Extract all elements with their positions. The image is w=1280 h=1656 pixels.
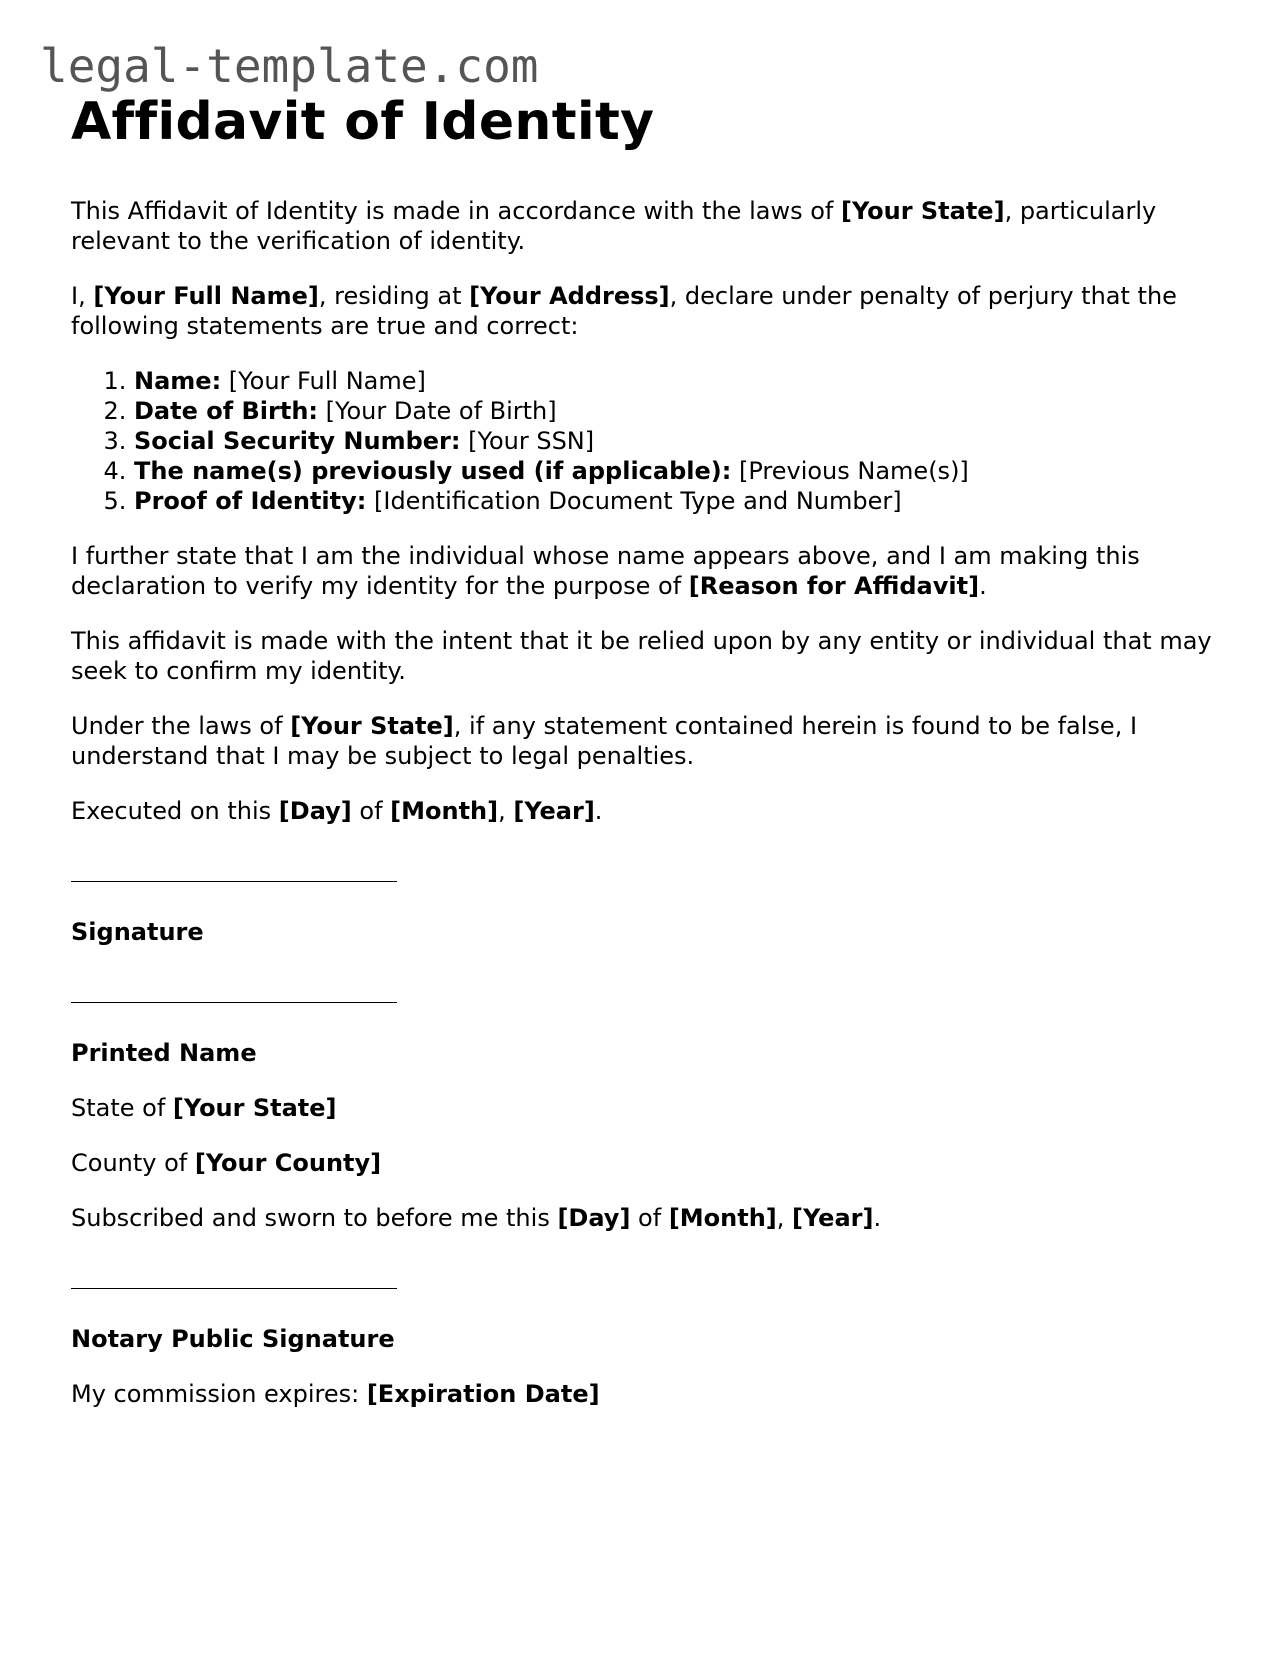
declaration-paragraph [71,281,1221,341]
penalty-state-placeholder: [Your State] [290,712,454,740]
commission-text: My commission expires: [71,1380,367,1408]
executed-paragraph [71,796,1221,826]
document-title: Affidavit of Identity [71,92,655,152]
list-item-value: [Previous Name(s)] [731,457,969,485]
state-of-text: State of [71,1094,173,1122]
declaration-name-placeholder: [Your Full Name] [93,282,319,310]
subscribed-month-placeholder: [Month] [668,1204,777,1232]
penalty-text-1: Under the laws of [71,712,291,740]
list-item [134,456,1221,486]
county-of-line [71,1148,1221,1178]
state-of-line [71,1093,1221,1123]
statement-list [71,366,1221,516]
list-item [134,396,1221,426]
intro-text-1: This Affidavit of Identity is made in accordance with the laws of [71,197,841,225]
printed-name-line [71,1002,397,1003]
executed-text-4: . [594,797,603,825]
commission-line [71,1379,1221,1409]
declaration-address-placeholder: [Your Address] [469,282,670,310]
subscribed-year-placeholder: [Year] [792,1204,874,1232]
state-of-placeholder: [Your State] [172,1094,337,1122]
notary-signature-line [71,1288,397,1289]
subscribed-text-2: of [630,1204,669,1232]
list-item-value: [Identification Document Type and Number] [366,487,902,515]
reason-placeholder: [Reason for Affidavit] [688,572,980,600]
subscribed-day-placeholder: [Day] [557,1204,631,1232]
document [71,88,1221,1434]
subscribed-text-4: . [873,1204,882,1232]
executed-month-placeholder: [Month] [390,797,499,825]
penalty-text-2: , if any statement contained herein is found to be false, I understand that I may be subject to legal penalties. [71,712,1138,770]
list-item-label: The name(s) previously used (if applicable): [134,457,732,485]
list-item-label: Name: [134,367,222,395]
list-item-value: [Your Full Name] [221,367,426,395]
county-placeholder: [Your County] [194,1149,382,1177]
executed-text-2: of [351,797,391,825]
executed-day-placeholder: [Day] [278,797,352,825]
signature-label: Signature [71,918,204,946]
executed-text-3: , [498,797,514,825]
executed-year-placeholder: [Year] [513,797,595,825]
watermark: legal-template.com [40,39,539,93]
penalty-paragraph [71,711,1221,771]
executed-text-1: Executed on this [71,797,279,825]
list-item-value: [Your Date of Birth] [318,397,557,425]
county-of-text: County of [71,1149,195,1177]
list-item-label: Date of Birth: [134,397,319,425]
list-item [134,486,1221,516]
list-item [134,366,1221,396]
intro-paragraph [71,196,1221,256]
declaration-text-2: , residing at [318,282,470,310]
subscribed-text-3: , [776,1204,793,1232]
further-text-2: . [979,572,987,600]
list-item-label: Proof of Identity: [134,487,367,515]
subscribed-paragraph [71,1203,1221,1233]
further-text-1: I further state that I am the individual whose name appears above, and I am making this declaration to verify my identity for the purpose of [71,542,1140,600]
intro-text-2: , particularly relevant to the verification of identity. [71,197,1157,255]
list-item-value: [Your SSN] [460,427,595,455]
list-item-label: Social Security Number: [134,427,461,455]
expiration-date-placeholder: [Expiration Date] [366,1380,600,1408]
list-item [134,426,1221,456]
reliance-paragraph: This affidavit is made with the intent that it be relied upon by any entity or individual that may seek to confirm my identity. [71,627,1212,685]
further-paragraph [71,541,1221,601]
printed-name-label: Printed Name [71,1039,257,1067]
signature-line [71,881,397,882]
declaration-text-1: I, [71,282,94,310]
notary-signature-label: Notary Public Signature [71,1325,395,1353]
subscribed-text-1: Subscribed and sworn to before me this [71,1204,558,1232]
declaration-text-3: , declare under penalty of perjury that the following statements are true and correct: [71,282,1177,340]
intro-state-placeholder: [Your State] [840,197,1005,225]
